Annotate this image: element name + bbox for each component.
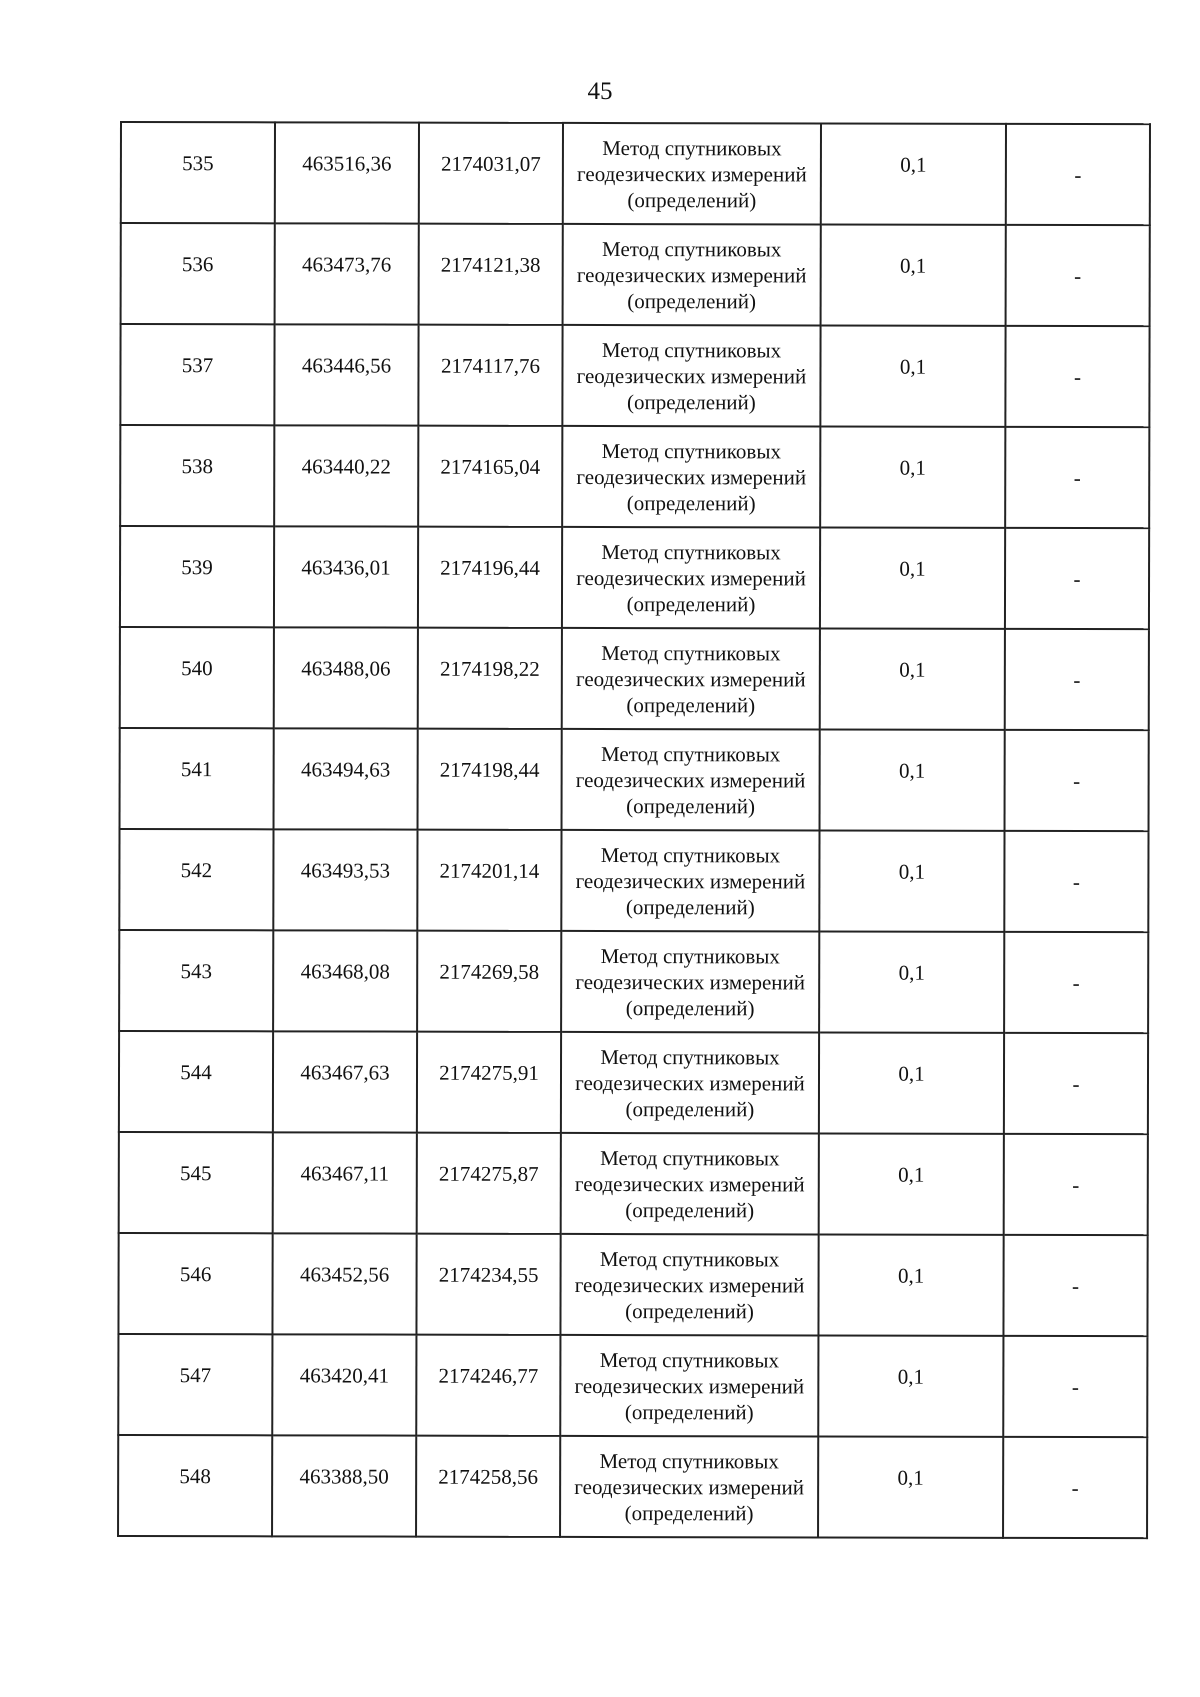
method-cell <box>561 830 819 932</box>
table-row <box>120 728 1149 831</box>
point-number-cell-text: 536 <box>181 251 214 276</box>
point-number-cell <box>119 829 273 930</box>
coordinate-x-cell <box>274 627 418 728</box>
method-line: Метод спутниковых <box>601 640 781 665</box>
coordinate-x-cell <box>274 425 418 526</box>
accuracy-cell <box>820 527 1005 628</box>
accuracy-cell <box>820 426 1005 527</box>
coordinate-y-cell <box>416 1436 560 1537</box>
accuracy-cell-text: 0,1 <box>899 455 926 480</box>
note-cell <box>1006 124 1150 225</box>
accuracy-cell-text: 0,1 <box>898 758 926 783</box>
coordinate-y-cell <box>417 1032 561 1133</box>
coordinate-x-cell-text: 463388,50 <box>299 1463 389 1489</box>
note-cell <box>1004 932 1148 1033</box>
method-line: геодезических измерений <box>576 262 807 287</box>
method-line: (определений) <box>625 995 755 1020</box>
accuracy-cell-text: 0,1 <box>900 253 927 278</box>
note-cell-text: - <box>1071 1374 1079 1399</box>
method-line: Метод спутниковых <box>600 943 780 968</box>
coordinate-y-cell <box>418 729 562 830</box>
accuracy-cell <box>821 224 1006 325</box>
accuracy-cell <box>819 830 1004 931</box>
coordinate-y-cell-text: 2174121,38 <box>440 252 541 277</box>
coordinate-y-cell <box>417 830 561 931</box>
method-line: Метод спутниковых <box>601 438 781 463</box>
coordinate-y-cell-text: 2174031,07 <box>441 151 541 176</box>
table-row <box>119 1031 1148 1134</box>
coordinate-y-cell-text: 2174165,04 <box>440 454 541 479</box>
note-cell-text: - <box>1072 1071 1080 1096</box>
table-row <box>121 122 1150 225</box>
note-cell-text: - <box>1072 869 1080 894</box>
method-cell <box>561 1133 819 1235</box>
note-cell <box>1004 1134 1148 1235</box>
coordinate-x-cell-text: 463467,11 <box>300 1160 390 1186</box>
coordinate-x-cell-text: 463494,63 <box>300 756 391 782</box>
accuracy-cell <box>818 1234 1003 1335</box>
point-number-cell <box>120 728 274 829</box>
method-line: геодезических измерений <box>576 363 807 388</box>
note-cell-text: - <box>1072 1273 1080 1298</box>
coordinate-y-cell <box>418 325 562 426</box>
table-row <box>118 1435 1147 1538</box>
method-line: геодезических измерений <box>574 1171 805 1196</box>
method-line: Метод спутниковых <box>600 741 781 766</box>
method-line: геодезических измерений <box>576 565 806 590</box>
point-number-cell-text: 546 <box>179 1261 212 1286</box>
table-row <box>119 829 1148 932</box>
method-line: (определений) <box>625 1096 755 1121</box>
accuracy-cell <box>818 1436 1003 1537</box>
point-number-cell-text: 541 <box>180 756 213 781</box>
method-line: (определений) <box>624 1500 754 1525</box>
method-line: геодезических измерений <box>576 464 807 489</box>
accuracy-cell-text: 0,1 <box>899 354 927 379</box>
accuracy-cell-text: 0,1 <box>898 1162 925 1187</box>
note-cell-text: - <box>1073 465 1081 490</box>
point-number-cell-text: 535 <box>182 150 214 175</box>
point-number-cell <box>121 122 275 223</box>
method-line: геодезических измерений <box>574 1272 805 1297</box>
coordinate-x-cell <box>274 324 418 425</box>
accuracy-cell-text: 0,1 <box>898 960 925 985</box>
method-line: геодезических измерений <box>575 969 806 994</box>
point-number-cell-text: 542 <box>180 857 213 882</box>
coordinates-table-body <box>118 122 1150 1538</box>
point-number-cell <box>120 324 274 425</box>
accuracy-cell-text: 0,1 <box>899 556 926 581</box>
point-number-cell-text: 547 <box>179 1362 212 1387</box>
method-cell <box>561 1032 819 1134</box>
accuracy-cell <box>821 123 1006 224</box>
point-number-cell <box>118 1233 272 1334</box>
method-line: (определений) <box>625 894 755 919</box>
method-cell <box>560 1436 818 1538</box>
coordinate-x-cell-text: 463436,01 <box>301 554 391 580</box>
method-line: Метод спутниковых <box>600 842 781 867</box>
method-line: (определений) <box>625 1197 755 1222</box>
note-cell <box>1004 1033 1148 1134</box>
method-line: (определений) <box>626 591 756 616</box>
accuracy-cell <box>820 628 1005 729</box>
point-number-cell <box>120 627 274 728</box>
method-cell <box>561 931 819 1033</box>
coordinate-y-cell-text: 2174117,76 <box>440 353 540 378</box>
accuracy-cell <box>820 729 1005 830</box>
coordinate-y-cell-text: 2174258,56 <box>438 1464 539 1489</box>
method-line: Метод спутниковых <box>602 135 782 160</box>
note-cell-text: - <box>1073 667 1081 692</box>
coordinate-y-cell-text: 2174246,77 <box>438 1363 539 1388</box>
table-row <box>120 324 1149 427</box>
method-line: (определений) <box>624 1399 754 1424</box>
coordinate-x-cell <box>273 1132 417 1233</box>
coordinate-x-cell-text: 463446,56 <box>301 352 392 378</box>
point-number-cell-text: 540 <box>181 655 213 680</box>
method-line: геодезических измерений <box>575 868 806 893</box>
method-cell <box>562 628 820 730</box>
point-number-cell <box>118 1435 272 1536</box>
note-cell <box>1005 326 1149 427</box>
method-line: Метод спутниковых <box>601 337 782 362</box>
point-number-cell <box>120 526 274 627</box>
coordinate-x-cell-text: 463473,76 <box>302 251 392 277</box>
coordinate-y-cell <box>418 426 562 527</box>
coordinate-y-cell <box>416 1234 560 1335</box>
table-row <box>119 930 1148 1033</box>
method-cell <box>562 729 820 831</box>
method-line: (определений) <box>626 490 756 515</box>
accuracy-cell-text: 0,1 <box>897 1364 925 1389</box>
method-line: (определений) <box>626 692 756 717</box>
accuracy-cell-text: 0,1 <box>900 152 927 177</box>
coordinate-x-cell <box>272 1435 416 1536</box>
accuracy-cell <box>819 931 1004 1032</box>
coordinate-x-cell-text: 463420,41 <box>299 1362 390 1388</box>
accuracy-cell-text: 0,1 <box>899 657 926 682</box>
point-number-cell-text: 545 <box>180 1160 212 1185</box>
coordinate-x-cell-text: 463488,06 <box>301 655 391 681</box>
point-number-cell <box>118 1334 272 1435</box>
note-cell <box>1005 730 1149 831</box>
table-row <box>120 425 1149 528</box>
note-cell <box>1003 1336 1147 1437</box>
point-number-cell <box>119 930 273 1031</box>
method-line: геодезических измерений <box>574 1474 804 1499</box>
method-line: (определений) <box>627 187 757 212</box>
coordinate-x-cell <box>272 1233 416 1334</box>
table-row <box>120 526 1149 629</box>
coordinate-y-cell <box>418 628 562 729</box>
note-cell-text: - <box>1072 970 1080 995</box>
method-cell <box>563 224 821 326</box>
coordinate-y-cell-text: 2174196,44 <box>440 555 540 580</box>
coordinate-y-cell <box>418 527 562 628</box>
method-line: (определений) <box>626 793 755 818</box>
table-row <box>118 1334 1147 1437</box>
coordinate-y-cell <box>419 224 563 325</box>
table-row <box>118 1233 1147 1336</box>
method-cell <box>560 1335 818 1437</box>
method-line: геодезических измерений <box>574 1373 805 1398</box>
point-number-cell-text: 539 <box>181 554 213 579</box>
method-line: геодезических измерений <box>575 1070 805 1095</box>
coordinate-x-cell <box>275 122 419 223</box>
table-row <box>119 1132 1148 1235</box>
note-cell-text: - <box>1073 364 1081 389</box>
method-line: (определений) <box>625 1298 754 1323</box>
accuracy-cell-text: 0,1 <box>897 1465 924 1490</box>
method-cell <box>562 527 820 629</box>
coordinate-x-cell <box>273 1031 417 1132</box>
note-cell-text: - <box>1073 566 1081 591</box>
coordinate-x-cell <box>273 829 417 930</box>
point-number-cell-text: 538 <box>181 453 214 478</box>
coordinate-y-cell-text: 2174198,22 <box>439 656 540 681</box>
method-cell <box>560 1234 818 1336</box>
accuracy-cell <box>819 1133 1004 1234</box>
coordinate-y-cell <box>419 123 563 224</box>
coordinate-x-cell-text: 463468,08 <box>300 958 390 984</box>
coordinate-x-cell <box>274 526 418 627</box>
note-cell <box>1005 528 1149 629</box>
note-cell <box>1003 1235 1147 1336</box>
coordinate-x-cell <box>275 223 419 324</box>
coordinate-x-cell <box>273 930 417 1031</box>
point-number-cell-text: 543 <box>180 958 212 983</box>
method-cell <box>562 426 820 528</box>
method-line: Метод спутниковых <box>599 1448 779 1473</box>
point-number-cell-text: 537 <box>181 352 214 377</box>
method-cell <box>562 325 820 427</box>
note-cell-text: - <box>1074 162 1082 187</box>
coordinate-y-cell <box>416 1335 560 1436</box>
note-cell-text: - <box>1073 768 1081 793</box>
method-line: геодезических измерений <box>575 666 806 691</box>
note-cell <box>1006 225 1150 326</box>
point-number-cell-text: 544 <box>180 1059 212 1084</box>
method-cell <box>563 123 821 225</box>
method-line: Метод спутниковых <box>599 1246 780 1271</box>
method-line: Метод спутниковых <box>601 539 781 564</box>
point-number-cell-text: 548 <box>179 1463 211 1488</box>
coordinate-y-cell-text: 2174275,91 <box>439 1060 539 1085</box>
coordinate-x-cell-text: 463516,36 <box>302 150 392 176</box>
coordinate-y-cell-text: 2174275,87 <box>438 1161 539 1186</box>
method-line: Метод спутниковых <box>600 1044 780 1069</box>
method-line: Метод спутниковых <box>599 1347 780 1372</box>
method-line: геодезических измерений <box>575 767 806 792</box>
method-line: (определений) <box>626 389 756 414</box>
point-number-cell <box>121 223 275 324</box>
coordinate-y-cell-text: 2174269,58 <box>439 959 540 984</box>
coordinate-y-cell <box>417 1133 561 1234</box>
coordinate-x-cell <box>274 728 418 829</box>
coordinate-y-cell-text: 2174198,44 <box>439 757 540 782</box>
table-row <box>121 223 1150 326</box>
accuracy-cell-text: 0,1 <box>898 1061 925 1086</box>
coordinate-x-cell-text: 463452,56 <box>299 1261 390 1287</box>
accuracy-cell <box>818 1335 1003 1436</box>
method-line: геодезических измерений <box>577 161 807 186</box>
page-number: 45 <box>587 78 613 105</box>
accuracy-cell-text: 0,1 <box>897 1263 925 1288</box>
method-line: (определений) <box>627 288 757 313</box>
coordinate-y-cell-text: 2174201,14 <box>439 858 540 883</box>
coordinate-y-cell <box>417 931 561 1032</box>
method-line: Метод спутниковых <box>600 1145 780 1170</box>
note-cell <box>1004 831 1148 932</box>
method-line: Метод спутниковых <box>602 236 782 261</box>
point-number-cell <box>120 425 274 526</box>
coordinates-table <box>117 121 1151 1539</box>
accuracy-cell <box>820 325 1005 426</box>
coordinate-x-cell-text: 463493,53 <box>300 857 391 883</box>
coordinate-x-cell-text: 463440,22 <box>301 453 391 479</box>
note-cell-text: - <box>1072 1172 1080 1197</box>
table-row <box>120 627 1149 730</box>
coordinate-x-cell-text: 463467,63 <box>300 1059 390 1085</box>
note-cell <box>1005 427 1149 528</box>
coordinate-x-cell <box>272 1334 416 1435</box>
accuracy-cell-text: 0,1 <box>898 859 926 884</box>
point-number-cell <box>119 1132 273 1233</box>
point-number-cell <box>119 1031 273 1132</box>
note-cell-text: - <box>1074 263 1082 288</box>
accuracy-cell <box>819 1032 1004 1133</box>
note-cell <box>1005 629 1149 730</box>
note-cell-text: - <box>1071 1475 1079 1500</box>
coordinate-y-cell-text: 2174234,55 <box>438 1262 539 1287</box>
note-cell <box>1003 1437 1147 1538</box>
